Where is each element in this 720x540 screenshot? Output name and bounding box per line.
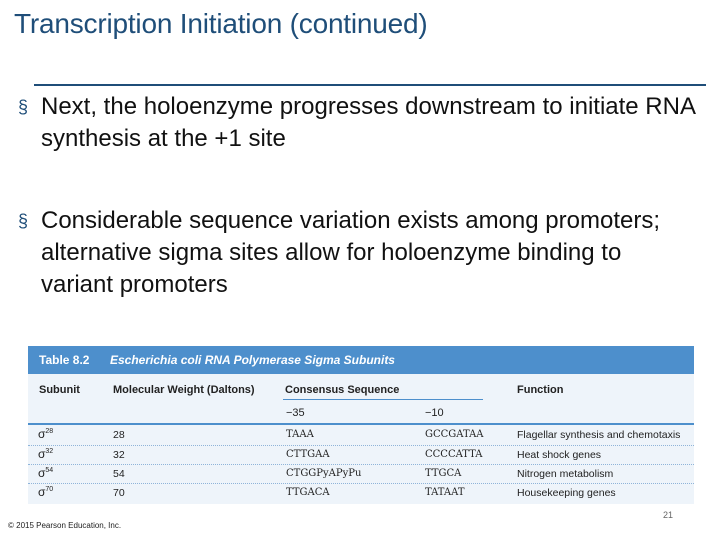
table-row [28, 483, 694, 502]
molecular-weight: 70 [113, 487, 125, 499]
function: Nitrogen metabolism [517, 468, 614, 480]
consensus-underline [283, 399, 483, 400]
table-title: Escherichia coli RNA Polymerase Sigma Subunits [110, 353, 395, 367]
seq-minus10: GCCGATAA [425, 429, 484, 440]
col-header-function: Function [517, 384, 564, 396]
bullet-1 [18, 91, 698, 155]
molecular-weight: 28 [113, 429, 125, 441]
function: Housekeeping genes [517, 487, 616, 499]
seq-minus35: TAAA [286, 429, 314, 440]
col-header-mw: Molecular Weight (Daltons) [113, 384, 255, 396]
sigma-factor: $\sigma^{32}$ [38, 447, 54, 461]
page-number: 21 [663, 510, 674, 520]
seq-minus10: TTGCA [425, 468, 462, 479]
slide-title: Transcription Initiation (continued) [14, 8, 428, 39]
bullet-marker: § [18, 211, 29, 231]
col-header-subunit: Subunit [39, 384, 80, 396]
seq-minus35: CTTGAA [286, 449, 330, 460]
function: Heat shock genes [517, 449, 602, 461]
subheader-minus35: −35 [286, 407, 305, 419]
subheader-minus10: −10 [425, 407, 444, 419]
table-number: Table 8.2 [39, 353, 90, 367]
sigma-subunits-table [28, 346, 694, 504]
bullet-2 [18, 205, 698, 301]
seq-minus10: TATAAT [425, 487, 465, 498]
seq-minus35: CTGGPyAPyPu [286, 468, 362, 479]
col-header-consensus: Consensus Sequence [285, 384, 400, 396]
molecular-weight: 54 [113, 468, 125, 480]
sigma-factor: $\sigma^{70}$ [38, 485, 54, 499]
bullet-text: Considerable sequence variation exists among promoters; alternative sigma sites allow for holoenzyme binding to variant promoters [41, 207, 660, 298]
sigma-factor: $\sigma^{54}$ [38, 466, 54, 480]
table-row [28, 445, 694, 464]
bullet-text: Next, the holoenzyme progresses downstream to initiate RNA synthesis at the +1 site [41, 93, 695, 152]
molecular-weight: 32 [113, 449, 125, 461]
function: Flagellar synthesis and chemotaxis [517, 429, 681, 441]
bullet-marker: § [18, 97, 29, 117]
copyright-notice: © 2015 Pearson Education, Inc. [8, 521, 122, 530]
title-divider [34, 84, 706, 86]
seq-minus35: TTGACA [286, 487, 330, 498]
seq-minus10: CCCCATTA [425, 449, 483, 460]
table-row [28, 425, 694, 444]
table-header-bar [28, 346, 694, 374]
table-row [28, 464, 694, 483]
sigma-factor: $\sigma^{28}$ [38, 427, 54, 441]
